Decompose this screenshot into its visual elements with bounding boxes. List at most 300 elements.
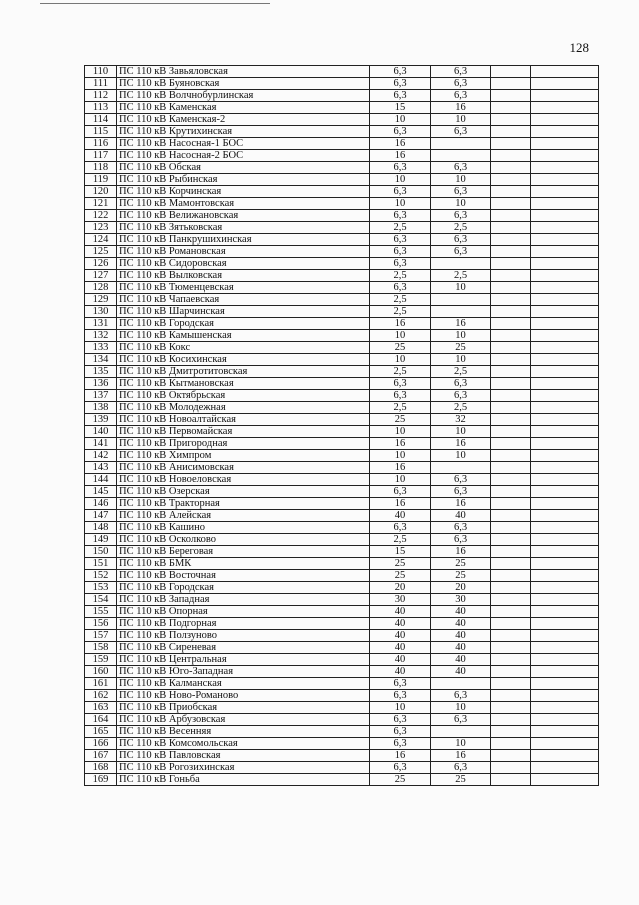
table-row (85, 666, 599, 678)
value-1-cell: 10 (370, 702, 431, 714)
empty-cell (531, 582, 599, 594)
value-1-cell: 6,3 (370, 246, 431, 258)
value-2-cell: 40 (431, 666, 491, 678)
row-number-cell: 123 (85, 222, 117, 234)
value-2-cell: 6,3 (431, 714, 491, 726)
table-row (85, 474, 599, 486)
row-number-cell: 136 (85, 378, 117, 390)
substation-name-cell: ПС 110 кВ Волчнобурлинская (117, 90, 370, 102)
row-number-cell: 148 (85, 522, 117, 534)
empty-cell (531, 234, 599, 246)
empty-cell (491, 570, 531, 582)
row-number-cell: 158 (85, 642, 117, 654)
table-row (85, 594, 599, 606)
empty-cell (531, 162, 599, 174)
value-1-cell: 6,3 (370, 690, 431, 702)
value-2-cell (431, 678, 491, 690)
empty-cell (531, 618, 599, 630)
row-number-cell: 159 (85, 654, 117, 666)
empty-cell (531, 366, 599, 378)
substation-name-cell: ПС 110 кВ Западная (117, 594, 370, 606)
value-1-cell: 10 (370, 114, 431, 126)
empty-cell (531, 390, 599, 402)
empty-cell (491, 162, 531, 174)
value-1-cell: 16 (370, 438, 431, 450)
empty-cell (531, 126, 599, 138)
empty-cell (491, 270, 531, 282)
value-1-cell: 10 (370, 330, 431, 342)
value-1-cell: 25 (370, 570, 431, 582)
empty-cell (531, 318, 599, 330)
row-number-cell: 117 (85, 150, 117, 162)
empty-cell (531, 762, 599, 774)
value-1-cell: 16 (370, 750, 431, 762)
value-1-cell: 6,3 (370, 738, 431, 750)
substation-name-cell: ПС 110 кВ Завьяловская (117, 66, 370, 78)
value-1-cell: 25 (370, 414, 431, 426)
empty-cell (531, 774, 599, 786)
substation-name-cell: ПС 110 кВ Восточная (117, 570, 370, 582)
substation-name-cell: ПС 110 кВ Городская (117, 582, 370, 594)
substation-name-cell: ПС 110 кВ Весенняя (117, 726, 370, 738)
row-number-cell: 162 (85, 690, 117, 702)
substation-name-cell: ПС 110 кВ Береговая (117, 546, 370, 558)
value-2-cell: 6,3 (431, 234, 491, 246)
empty-cell (491, 306, 531, 318)
table-row (85, 258, 599, 270)
value-2-cell: 6,3 (431, 534, 491, 546)
empty-cell (531, 66, 599, 78)
table-row (85, 750, 599, 762)
value-2-cell: 25 (431, 558, 491, 570)
empty-cell (491, 378, 531, 390)
table-row (85, 114, 599, 126)
substation-name-cell: ПС 110 кВ Кытмановская (117, 378, 370, 390)
empty-cell (531, 342, 599, 354)
page-number: 128 (569, 40, 589, 55)
substation-name-cell: ПС 110 кВ Алейская (117, 510, 370, 522)
row-number-cell: 145 (85, 486, 117, 498)
substation-name-cell: ПС 110 кВ Обская (117, 162, 370, 174)
row-number-cell: 128 (85, 282, 117, 294)
table-row (85, 738, 599, 750)
table-row (85, 150, 599, 162)
empty-cell (491, 582, 531, 594)
empty-cell (531, 522, 599, 534)
value-1-cell: 16 (370, 498, 431, 510)
value-2-cell: 6,3 (431, 390, 491, 402)
table-row (85, 210, 599, 222)
empty-cell (531, 642, 599, 654)
empty-cell (531, 198, 599, 210)
empty-cell (491, 210, 531, 222)
empty-cell (491, 606, 531, 618)
value-1-cell: 2,5 (370, 294, 431, 306)
value-2-cell: 6,3 (431, 78, 491, 90)
table-row (85, 186, 599, 198)
table-row (85, 510, 599, 522)
table-row (85, 390, 599, 402)
empty-cell (491, 594, 531, 606)
empty-cell (491, 726, 531, 738)
empty-cell (491, 690, 531, 702)
empty-cell (531, 354, 599, 366)
value-2-cell: 6,3 (431, 186, 491, 198)
value-2-cell: 2,5 (431, 402, 491, 414)
table-body (85, 66, 599, 786)
empty-cell (531, 294, 599, 306)
table-row (85, 378, 599, 390)
value-1-cell: 2,5 (370, 222, 431, 234)
empty-cell (491, 450, 531, 462)
empty-cell (491, 282, 531, 294)
substation-name-cell: ПС 110 кВ Зятьковская (117, 222, 370, 234)
value-2-cell (431, 462, 491, 474)
table-row (85, 282, 599, 294)
table-row (85, 270, 599, 282)
substation-name-cell: ПС 110 кВ Сиреневая (117, 642, 370, 654)
table-row (85, 774, 599, 786)
substation-name-cell: ПС 110 кВ Октябрьская (117, 390, 370, 402)
substation-name-cell: ПС 110 кВ Рыбинская (117, 174, 370, 186)
substation-name-cell: ПС 110 кВ Сидоровская (117, 258, 370, 270)
row-number-cell: 138 (85, 402, 117, 414)
empty-cell (491, 666, 531, 678)
empty-cell (491, 498, 531, 510)
empty-cell (491, 246, 531, 258)
substation-name-cell: ПС 110 кВ Панкрушихинская (117, 234, 370, 246)
value-2-cell: 40 (431, 630, 491, 642)
substation-name-cell: ПС 110 кВ Осколково (117, 534, 370, 546)
substation-name-cell: ПС 110 кВ Комсомольская (117, 738, 370, 750)
value-1-cell: 6,3 (370, 390, 431, 402)
row-number-cell: 124 (85, 234, 117, 246)
empty-cell (491, 642, 531, 654)
empty-cell (531, 510, 599, 522)
row-number-cell: 144 (85, 474, 117, 486)
empty-cell (531, 114, 599, 126)
row-number-cell: 131 (85, 318, 117, 330)
table-row (85, 678, 599, 690)
value-1-cell: 10 (370, 354, 431, 366)
value-2-cell: 6,3 (431, 66, 491, 78)
substation-name-cell: ПС 110 кВ Корчинская (117, 186, 370, 198)
empty-cell (531, 282, 599, 294)
value-1-cell: 40 (370, 630, 431, 642)
empty-cell (531, 630, 599, 642)
value-2-cell: 6,3 (431, 246, 491, 258)
empty-cell (491, 102, 531, 114)
table-row (85, 606, 599, 618)
value-2-cell: 25 (431, 774, 491, 786)
value-2-cell: 20 (431, 582, 491, 594)
empty-cell (491, 462, 531, 474)
empty-cell (531, 570, 599, 582)
row-number-cell: 169 (85, 774, 117, 786)
value-2-cell (431, 138, 491, 150)
value-2-cell: 16 (431, 498, 491, 510)
value-1-cell: 6,3 (370, 258, 431, 270)
substation-name-cell: ПС 110 кВ Кокс (117, 342, 370, 354)
value-1-cell: 6,3 (370, 486, 431, 498)
empty-cell (531, 474, 599, 486)
table-row (85, 162, 599, 174)
table-row (85, 66, 599, 78)
value-2-cell: 6,3 (431, 474, 491, 486)
row-number-cell: 110 (85, 66, 117, 78)
empty-cell (531, 138, 599, 150)
substation-name-cell: ПС 110 кВ Опорная (117, 606, 370, 618)
table-row (85, 438, 599, 450)
value-2-cell (431, 306, 491, 318)
empty-cell (491, 402, 531, 414)
row-number-cell: 165 (85, 726, 117, 738)
table-row (85, 402, 599, 414)
empty-cell (491, 114, 531, 126)
value-1-cell: 15 (370, 102, 431, 114)
table-row (85, 726, 599, 738)
substation-name-cell: ПС 110 кВ Калманская (117, 678, 370, 690)
substation-name-cell: ПС 110 кВ Кашино (117, 522, 370, 534)
substation-name-cell: ПС 110 кВ Тюменцевская (117, 282, 370, 294)
value-2-cell: 6,3 (431, 690, 491, 702)
empty-cell (531, 546, 599, 558)
substation-name-cell: ПС 110 кВ Юго-Западная (117, 666, 370, 678)
value-2-cell (431, 150, 491, 162)
row-number-cell: 141 (85, 438, 117, 450)
row-number-cell: 163 (85, 702, 117, 714)
empty-cell (491, 318, 531, 330)
value-2-cell: 6,3 (431, 90, 491, 102)
value-2-cell: 16 (431, 546, 491, 558)
top-rule (40, 3, 270, 4)
row-number-cell: 132 (85, 330, 117, 342)
empty-cell (531, 534, 599, 546)
empty-cell (531, 714, 599, 726)
substation-name-cell: ПС 110 кВ Молодежная (117, 402, 370, 414)
empty-cell (531, 78, 599, 90)
table-row (85, 690, 599, 702)
row-number-cell: 142 (85, 450, 117, 462)
value-1-cell: 16 (370, 462, 431, 474)
empty-cell (531, 678, 599, 690)
substation-name-cell: ПС 110 кВ Каменская (117, 102, 370, 114)
value-1-cell: 2,5 (370, 402, 431, 414)
row-number-cell: 115 (85, 126, 117, 138)
empty-cell (531, 330, 599, 342)
value-1-cell: 2,5 (370, 270, 431, 282)
empty-cell (531, 102, 599, 114)
row-number-cell: 161 (85, 678, 117, 690)
table-row (85, 702, 599, 714)
value-2-cell: 30 (431, 594, 491, 606)
row-number-cell: 156 (85, 618, 117, 630)
empty-cell (531, 186, 599, 198)
row-number-cell: 167 (85, 750, 117, 762)
table-row (85, 558, 599, 570)
empty-cell (491, 702, 531, 714)
table-row (85, 174, 599, 186)
table-row (85, 450, 599, 462)
empty-cell (491, 678, 531, 690)
row-number-cell: 168 (85, 762, 117, 774)
empty-cell (491, 258, 531, 270)
value-1-cell: 6,3 (370, 522, 431, 534)
substation-name-cell: ПС 110 кВ Первомайская (117, 426, 370, 438)
empty-cell (531, 690, 599, 702)
value-1-cell: 40 (370, 654, 431, 666)
table-row (85, 306, 599, 318)
value-2-cell (431, 294, 491, 306)
empty-cell (491, 234, 531, 246)
empty-cell (531, 246, 599, 258)
empty-cell (491, 510, 531, 522)
empty-cell (491, 366, 531, 378)
row-number-cell: 129 (85, 294, 117, 306)
empty-cell (531, 222, 599, 234)
substation-name-cell: ПС 110 кВ Подгорная (117, 618, 370, 630)
empty-cell (531, 426, 599, 438)
value-1-cell: 2,5 (370, 534, 431, 546)
value-1-cell: 6,3 (370, 210, 431, 222)
value-2-cell (431, 726, 491, 738)
row-number-cell: 118 (85, 162, 117, 174)
value-1-cell: 10 (370, 426, 431, 438)
table-row (85, 546, 599, 558)
substation-name-cell: ПС 110 кВ Приобская (117, 702, 370, 714)
row-number-cell: 125 (85, 246, 117, 258)
empty-cell (491, 534, 531, 546)
empty-cell (491, 330, 531, 342)
table-row (85, 354, 599, 366)
row-number-cell: 166 (85, 738, 117, 750)
table-row (85, 714, 599, 726)
value-2-cell: 2,5 (431, 222, 491, 234)
empty-cell (491, 174, 531, 186)
substation-name-cell: ПС 110 кВ Гоньба (117, 774, 370, 786)
value-2-cell: 16 (431, 102, 491, 114)
value-1-cell: 6,3 (370, 378, 431, 390)
value-2-cell: 16 (431, 318, 491, 330)
empty-cell (531, 306, 599, 318)
empty-cell (531, 150, 599, 162)
value-2-cell: 32 (431, 414, 491, 426)
empty-cell (531, 654, 599, 666)
empty-cell (531, 378, 599, 390)
value-2-cell: 40 (431, 510, 491, 522)
row-number-cell: 133 (85, 342, 117, 354)
row-number-cell: 139 (85, 414, 117, 426)
value-1-cell: 10 (370, 198, 431, 210)
value-2-cell: 25 (431, 342, 491, 354)
value-1-cell: 6,3 (370, 186, 431, 198)
table-row (85, 486, 599, 498)
value-1-cell: 40 (370, 510, 431, 522)
value-1-cell: 2,5 (370, 306, 431, 318)
table-row (85, 414, 599, 426)
value-1-cell: 16 (370, 150, 431, 162)
row-number-cell: 146 (85, 498, 117, 510)
row-number-cell: 153 (85, 582, 117, 594)
substation-name-cell: ПС 110 кВ Озерская (117, 486, 370, 498)
table-row (85, 246, 599, 258)
row-number-cell: 160 (85, 666, 117, 678)
value-2-cell: 2,5 (431, 366, 491, 378)
empty-cell (491, 198, 531, 210)
table-row (85, 498, 599, 510)
value-1-cell: 16 (370, 318, 431, 330)
row-number-cell: 150 (85, 546, 117, 558)
value-2-cell: 40 (431, 642, 491, 654)
value-1-cell: 6,3 (370, 282, 431, 294)
value-1-cell: 2,5 (370, 366, 431, 378)
substation-name-cell: ПС 110 кВ Химпром (117, 450, 370, 462)
value-2-cell: 10 (431, 354, 491, 366)
empty-cell (491, 750, 531, 762)
value-1-cell: 6,3 (370, 90, 431, 102)
value-2-cell: 6,3 (431, 378, 491, 390)
value-2-cell: 10 (431, 702, 491, 714)
substation-name-cell: ПС 110 кВ Шарчинская (117, 306, 370, 318)
row-number-cell: 149 (85, 534, 117, 546)
empty-cell (491, 738, 531, 750)
empty-cell (531, 558, 599, 570)
row-number-cell: 157 (85, 630, 117, 642)
value-2-cell: 6,3 (431, 522, 491, 534)
value-1-cell: 6,3 (370, 162, 431, 174)
row-number-cell: 135 (85, 366, 117, 378)
table-row (85, 222, 599, 234)
value-2-cell: 10 (431, 450, 491, 462)
row-number-cell: 151 (85, 558, 117, 570)
value-2-cell: 40 (431, 606, 491, 618)
value-1-cell: 25 (370, 342, 431, 354)
substation-name-cell: ПС 110 кВ Центральная (117, 654, 370, 666)
row-number-cell: 113 (85, 102, 117, 114)
substation-name-cell: ПС 110 кВ Буяновская (117, 78, 370, 90)
row-number-cell: 120 (85, 186, 117, 198)
value-2-cell: 10 (431, 330, 491, 342)
row-number-cell: 114 (85, 114, 117, 126)
substation-name-cell: ПС 110 кВ Новоалтайская (117, 414, 370, 426)
empty-cell (491, 522, 531, 534)
empty-cell (531, 462, 599, 474)
table-row (85, 522, 599, 534)
substation-name-cell: ПС 110 кВ БМК (117, 558, 370, 570)
empty-cell (491, 774, 531, 786)
row-number-cell: 127 (85, 270, 117, 282)
empty-cell (491, 414, 531, 426)
empty-cell (491, 486, 531, 498)
value-1-cell: 40 (370, 666, 431, 678)
table-row (85, 582, 599, 594)
substation-name-cell: ПС 110 кВ Романовская (117, 246, 370, 258)
empty-cell (531, 486, 599, 498)
value-2-cell: 10 (431, 174, 491, 186)
substation-name-cell: ПС 110 кВ Тракторная (117, 498, 370, 510)
value-1-cell: 6,3 (370, 126, 431, 138)
row-number-cell: 152 (85, 570, 117, 582)
row-number-cell: 137 (85, 390, 117, 402)
value-1-cell: 6,3 (370, 678, 431, 690)
empty-cell (531, 270, 599, 282)
substation-name-cell: ПС 110 кВ Новоеловская (117, 474, 370, 486)
empty-cell (491, 714, 531, 726)
substation-name-cell: ПС 110 кВ Пригородная (117, 438, 370, 450)
substation-name-cell: ПС 110 кВ Павловская (117, 750, 370, 762)
value-1-cell: 15 (370, 546, 431, 558)
row-number-cell: 130 (85, 306, 117, 318)
